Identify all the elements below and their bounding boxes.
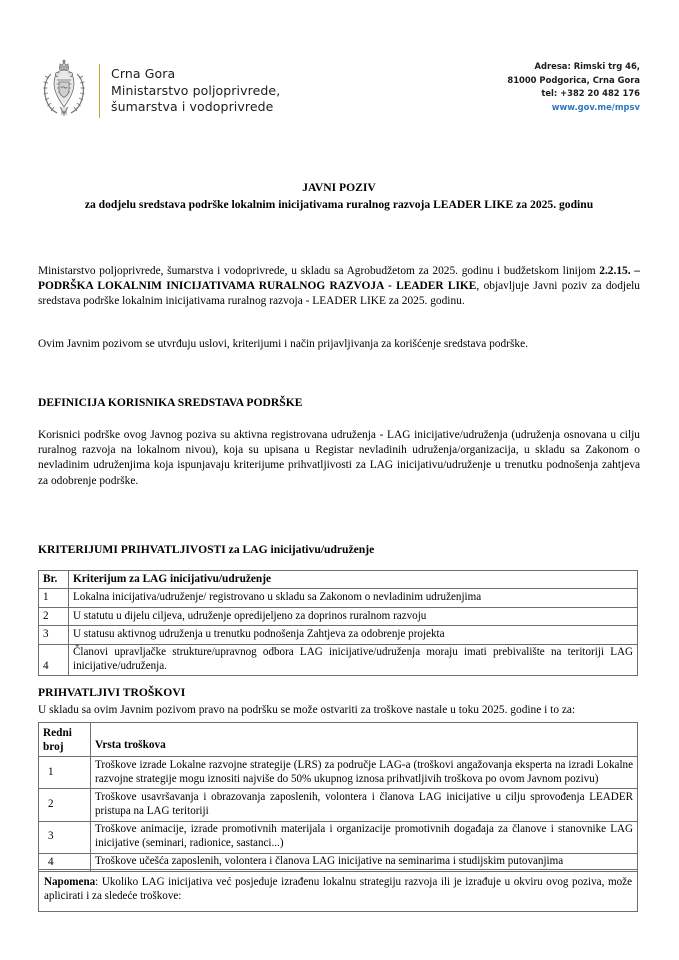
napomena-text: : Ukoliko LAG inicijativa već posjeduje izrađenu lokalnu strategiju razvoja ili je izrađuje u okviru ovog poziva, može aplicirati i za sledeće troškove: — [44, 876, 632, 902]
napomena-box — [38, 869, 638, 912]
address-line-1: Adresa: Rimski trg 46, — [534, 61, 640, 71]
criteria-col-header-no: Br. — [39, 571, 69, 589]
costs-row-no: 1 — [39, 757, 91, 789]
criteria-row-text: U statusu aktivnog udruženja u trenutku podnošenja Zahtjeva za odobrenje projekta — [69, 626, 638, 645]
section-heading-kriterijumi: KRITERIJUMI PRIHVATLJIVOSTI za LAG inicijativu/udruženje — [38, 543, 375, 556]
address-line-2: 81000 Podgorica, Crna Gora — [507, 74, 640, 85]
costs-row-no: 3 — [39, 821, 91, 853]
contact-block — [507, 58, 640, 114]
table-header-row — [39, 723, 638, 757]
ministry-name-line2: šumarstva i vodoprivrede — [111, 99, 274, 115]
section-heading-troskovi: PRIHVATLJIVI TROŠKOVI — [38, 686, 186, 699]
ministry-branding — [38, 58, 280, 124]
criteria-row-no: 3 — [39, 626, 69, 645]
criteria-row-no: 2 — [39, 607, 69, 626]
troskovi-intro-paragraph: U skladu sa ovim Javnim pozivom pravo na podršku se može ostvariti za troškove nastale u toku 2025. godine i to za: — [38, 704, 576, 716]
criteria-table — [38, 570, 638, 676]
table-row — [39, 757, 638, 789]
criteria-row-no: 1 — [39, 589, 69, 608]
ministry-name-line1: Ministarstvo poljoprivrede, — [111, 82, 281, 98]
napomena-label: Napomena — [44, 876, 96, 888]
section-heading-definicija: DEFINICIJA KORISNIKA SREDSTAVA PODRŠKE — [38, 396, 303, 409]
criteria-col-header-text: Kriterijum za LAG inicijativu/udruženje — [69, 571, 638, 589]
costs-row-no: 4 — [39, 853, 91, 871]
phone-number: tel: +382 20 482 176 — [541, 88, 640, 99]
costs-col-header-no-line2: broj — [43, 741, 64, 754]
table-row — [39, 589, 638, 608]
criteria-row-text: Lokalna inicijativa/udruženje/ registrovano u skladu sa Zakonom o nevladinim udruženjima — [69, 589, 638, 608]
intro-part-1: Ministarstvo poljoprivrede, šumarstva i vodoprivrede, u skladu sa Agrobudžetom za 2025. godinu i budžetskom linijom — [38, 265, 600, 277]
brand-divider — [99, 64, 100, 118]
costs-col-header-no — [39, 723, 91, 757]
intro-part-2: , objavljuje Javni poziv za dodjelu sredstava podrške lokalnim inicijativama ruralnog razvoja - LEADER LIKE za 2025. godinu. — [38, 280, 641, 308]
costs-col-header-no-line1: Redni — [43, 727, 72, 739]
website-link[interactable]: www.gov.me/mpsv — [551, 101, 640, 112]
intro-budget-line: 2.2.15. – PODRŠKA LOKALNIM INICIJATIVAMA RURALNOG RAZVOJA - LEADER LIKE — [38, 265, 640, 293]
document-header — [38, 58, 640, 124]
definicija-paragraph: Korisnici podrške ovog Javnog poziva su aktivna registrovana udruženja - LAG inicijative/udruženja (udruženja osnovana u cilju ruralnog razvoja na lokalnom nivou), koja su upisana u Registar nevladinih udruženja/organizacija, u skladu sa Zakonom o nevladinim udruženjima koja ispunjavaju kriterijume prihvatljivosti za LAG inicijativu/udruženje u trenutku podnošenja zahtjeva za odobrenje podrške. — [38, 429, 640, 487]
intro-paragraph — [38, 264, 640, 310]
costs-row-no: 2 — [39, 789, 91, 821]
costs-row-text: Troškove izrade Lokalne razvojne strategije (LRS) za područje LAG-a (troškovi angažovanja eksperta na izradi Lokalne razvojne strategije mogu iznositi najviše do 50% ukupnog iznosa prihvatljivih troškova po ovom Javnom pozivu) — [91, 757, 638, 789]
page-title-line-1: JAVNI POZIV — [302, 181, 376, 194]
criteria-row-text: Članovi upravljačke strukture/upravnog odbora LAG inicijative/udruženja moraju imati prebivalište na teritoriji LAG inicijative/udruženja. — [69, 644, 638, 676]
criteria-row-text: U statutu u dijelu ciljeva, udruženje opredijeljeno za doprinos ruralnom razvoju — [69, 607, 638, 626]
table-row — [39, 626, 638, 645]
montenegro-coat-of-arms-icon — [38, 58, 90, 124]
table-header-row — [39, 571, 638, 589]
page-title — [38, 179, 640, 214]
table-row — [39, 644, 638, 676]
table-row — [39, 789, 638, 821]
page-title-line-2: za dodjelu sredstava podrške lokalnim inicijativama ruralnog razvoja LEADER LIKE za 2025. godinu — [84, 198, 594, 212]
table-row — [39, 821, 638, 853]
costs-row-text: Troškove animacije, izrade promotivnih materijala i organizacije promotivnih događaja za članove i stanovnike LAG inicijative (seminari, radionice, sastanci...) — [91, 821, 638, 853]
table-row — [39, 607, 638, 626]
costs-col-header-type: Vrsta troškova — [91, 723, 638, 757]
costs-table — [38, 722, 638, 872]
ministry-name — [111, 66, 280, 116]
criteria-row-no: 4 — [39, 644, 69, 676]
costs-row-text: Troškove usavršavanja i obrazovanja zaposlenih, volontera i članova LAG inicijative u cilju sprovođenja LEADER pristupa na LAG teritoriji — [91, 789, 638, 821]
costs-row-text: Troškove učešća zaposlenih, volontera i članova LAG inicijative na seminarima i studijskim putovanjima — [91, 853, 638, 871]
country-name: Crna Gora — [111, 66, 176, 82]
ovim-paragraph: Ovim Javnim pozivom se utvrđuju uslovi, kriterijumi i način prijavljivanja za korišćenje sredstava podrške. — [38, 338, 529, 350]
